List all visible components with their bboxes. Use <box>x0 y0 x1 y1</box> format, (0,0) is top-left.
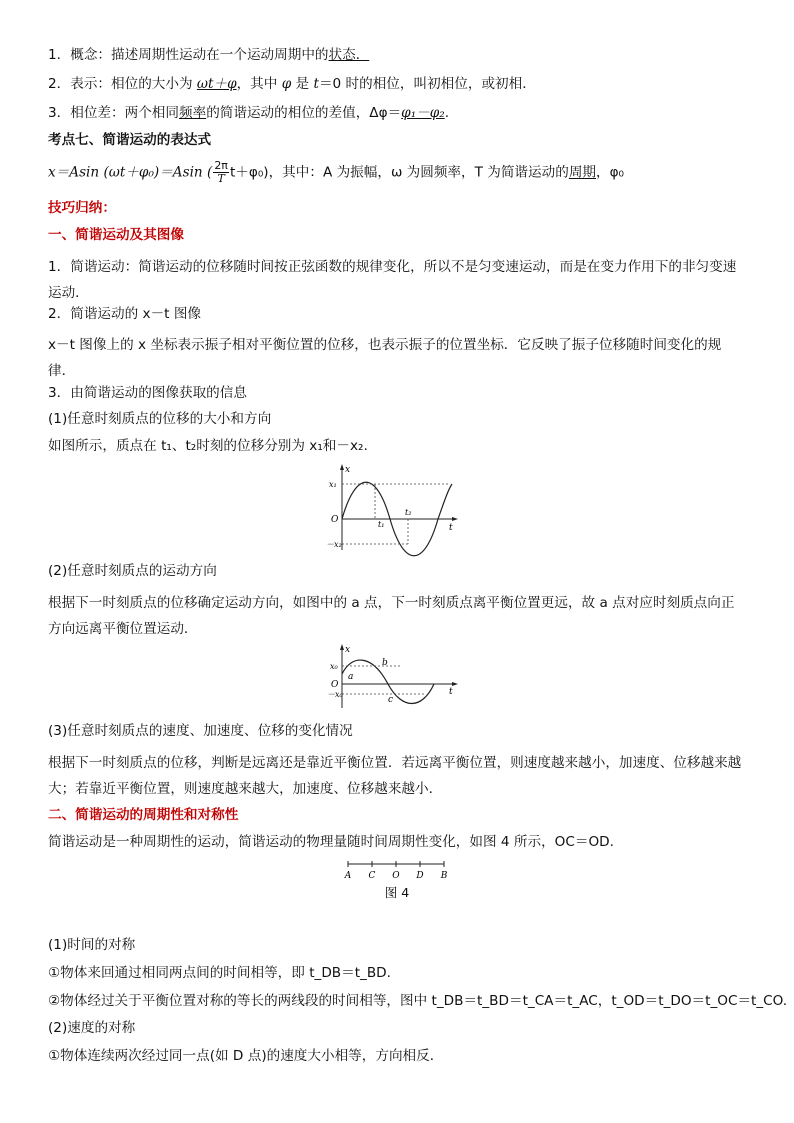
concept-line-3 <box>48 104 748 124</box>
formula-line <box>48 160 748 185</box>
x0-label: x₀ <box>330 662 338 671</box>
figure-4-line <box>340 858 452 882</box>
point-b-label: b <box>382 658 388 668</box>
label-d: D <box>416 871 424 881</box>
x-axis-label: t <box>449 523 453 533</box>
phase-difference: φ₁－φ₂ <box>401 105 445 121</box>
sec2-paragraph-1: 简谐运动是一种周期性的运动，简谐运动的物理量随时间周期性变化，如图 4 所示，OC＝OD. <box>48 834 614 850</box>
x1-label: x₁ <box>329 480 337 489</box>
sec2-time-heading: (1)时间的对称 <box>48 937 136 953</box>
concept-line-2 <box>48 75 748 95</box>
concept-text: 是 <box>291 76 314 92</box>
concept-underlined: 状态． <box>328 47 370 63</box>
sec1-paragraph-9: (3)任意时刻质点的速度、加速度、位移的变化情况 <box>48 723 353 739</box>
formula-underlined: 周期 <box>568 164 596 181</box>
concept-text: 3．相位差：两个相同 <box>48 105 179 121</box>
concept-text: ，其中 <box>236 76 282 92</box>
section-1-title: 一、简谐运动及其图像 <box>48 227 184 243</box>
concept-underlined: 频率 <box>179 105 207 121</box>
fraction-denominator: T <box>217 172 225 186</box>
sec1-paragraph-6: 如图所示，质点在 t₁、t₂时刻的位移分别为 x₁和－x₂. <box>48 438 368 454</box>
sec1-paragraph-3: x－t 图像上的 x 坐标表示振子相对平衡位置的位移，也表示振子的位置坐标．它反映了振子位移随时间变化的规律． <box>48 337 722 379</box>
label-o: O <box>392 871 400 881</box>
formula-fraction <box>213 160 229 185</box>
section-7-title: 考点七、简谐运动的表达式 <box>48 132 212 148</box>
figure-4-caption: 图 4 <box>384 885 410 900</box>
t-symbol: t <box>313 76 319 92</box>
origin-label: O <box>331 515 339 525</box>
sec2-time-item-1: ①物体来回通过相同两点间的时间相等，即 t_DB＝t_BD. <box>48 965 391 981</box>
sec1-paragraph-2: 2．简谐运动的 x－t 图像 <box>48 306 202 322</box>
section-2-title: 二、简谐运动的周期性和对称性 <box>48 807 239 823</box>
t-axis-arrow <box>452 682 458 686</box>
phase-expression: ωt＋φ <box>196 76 237 92</box>
concept-text: 1．概念：描述周期性运动在一个运动周期中的 <box>48 47 329 63</box>
phi-symbol: φ <box>281 76 292 92</box>
y-axis-label: x <box>345 465 351 475</box>
sec1-paragraph-5: (1)任意时刻质点的位移的大小和方向 <box>48 411 272 427</box>
neg-x2-label: －x₂ <box>326 540 342 549</box>
xt-graph-2 <box>327 642 460 710</box>
concept-text: 的简谐运动的相位的差值，Δφ＝ <box>206 105 402 121</box>
point-a-label: a <box>348 672 354 682</box>
concept-line-1 <box>48 46 748 66</box>
formula-text: x＝Asin (ωt＋φ₀)＝Asin ( <box>48 164 213 181</box>
y-axis-label: x <box>345 645 351 655</box>
t-axis-arrow <box>452 517 458 521</box>
concept-text: ＝0 时的相位，叫初相位，或初相． <box>318 76 536 92</box>
label-a: A <box>344 871 352 881</box>
sec1-paragraph-7: (2)任意时刻质点的运动方向 <box>48 563 217 579</box>
neg-x0-label: －x₀ <box>327 690 343 699</box>
concept-text: . <box>444 105 450 121</box>
sec1-paragraph-1: 1．简谐运动：简谐运动的位移随时间按正弦函数的规律变化，所以不是匀变速运动，而是在变力作用下的非匀变速运动． <box>48 259 737 301</box>
x-axis-arrow <box>340 464 344 470</box>
point-c-label: c <box>388 695 394 705</box>
x-axis-label: t <box>449 687 453 697</box>
label-b: B <box>440 871 448 881</box>
origin-label: O <box>331 680 339 690</box>
formula-text: t＋φ₀)，其中：A 为振幅，ω 为圆频率，T 为简谐运动的 <box>229 164 569 181</box>
sec2-velocity-item-1: ①物体连续两次经过同一点(如 D 点)的速度大小相等，方向相反． <box>48 1048 444 1064</box>
t2-label: t₂ <box>405 508 412 517</box>
x-axis-arrow <box>340 644 344 650</box>
sec2-time-item-2: ②物体经过关于平衡位置对称的等长的两线段的时间相等，图中 t_DB＝t_BD＝t_CA＝t_AC，t_OD＝t_DO＝t_OC＝t_CO. <box>48 993 788 1009</box>
sec1-paragraph-10: 根据下一时刻质点的位移，判断是远离还是靠近平衡位置．若远离平衡位置，则速度越来越小，加速度、位移越来越大；若靠近平衡位置，则速度越来越大，加速度、位移越来越小． <box>48 755 742 797</box>
xt-graph-1 <box>326 462 460 552</box>
sec2-velocity-heading: (2)速度的对称 <box>48 1020 136 1036</box>
tips-title: 技巧归纳： <box>48 200 116 216</box>
sec1-paragraph-8: 根据下一时刻质点的位移确定运动方向，如图中的 a 点，下一时刻质点离平衡位置更远，故 a 点对应时刻质点向正方向远离平衡位置运动． <box>48 595 735 637</box>
t1-label: t₁ <box>378 520 385 529</box>
sec1-paragraph-4: 3．由简谐运动的图像获取的信息 <box>48 385 247 401</box>
concept-text: 2．表示：相位的大小为 <box>48 76 197 92</box>
fraction-numerator: 2π <box>214 159 228 172</box>
formula-text: ，φ₀ <box>596 164 625 181</box>
label-c: C <box>368 871 376 881</box>
